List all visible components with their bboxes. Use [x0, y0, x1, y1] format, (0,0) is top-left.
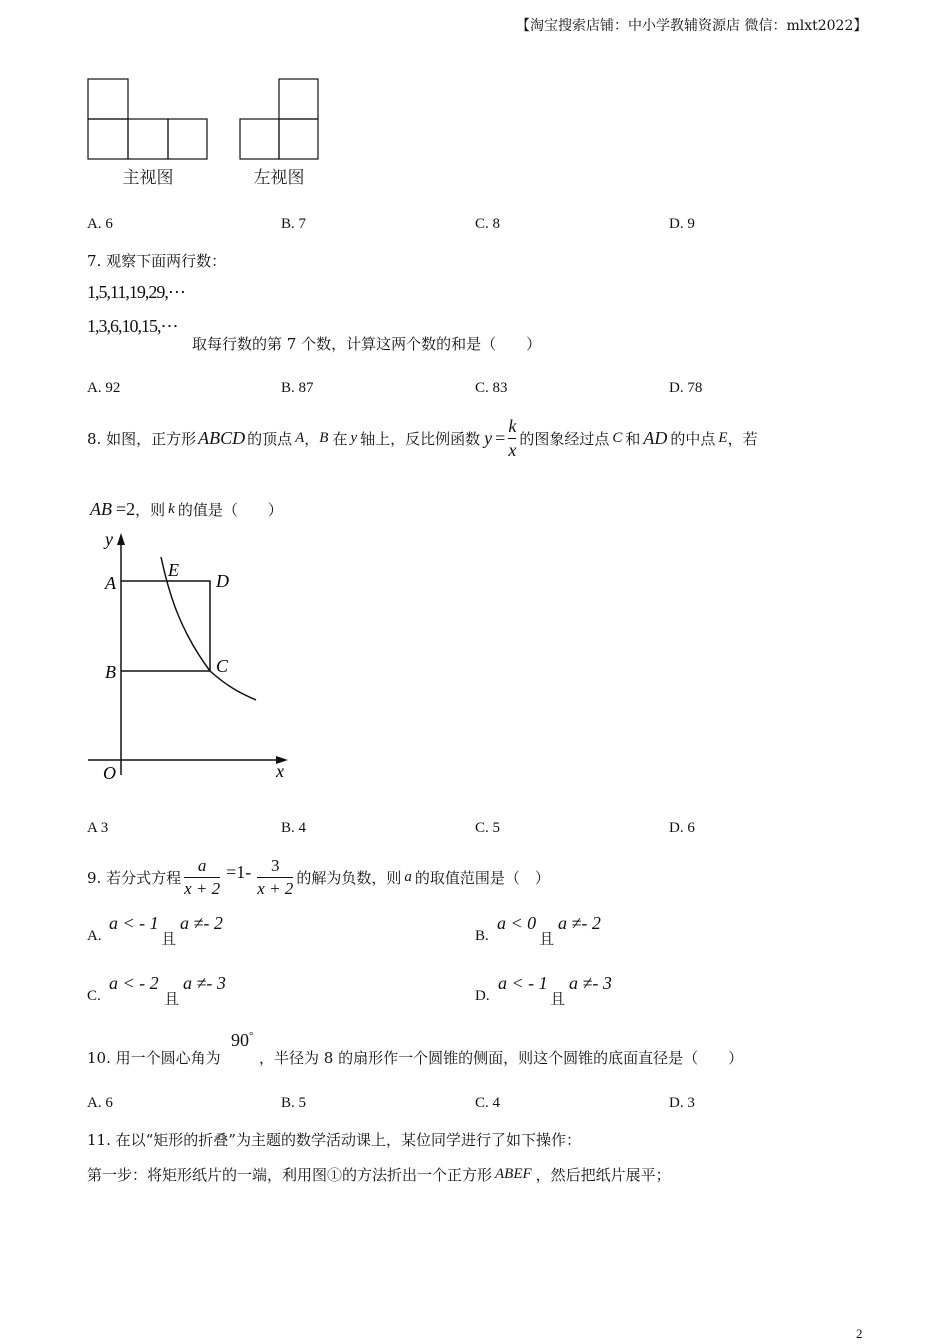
- q9-option-c-label: C.: [87, 988, 101, 1004]
- page-number: 2: [856, 1326, 863, 1341]
- label-d: D: [216, 571, 229, 591]
- label-o: O: [103, 763, 116, 783]
- q8-stem-line1: [87, 410, 758, 466]
- front-view-square-2: [128, 119, 168, 159]
- y-axis-arrow: [117, 533, 125, 545]
- q10-stem-text-1: 10. 用一个圆心角为: [87, 1049, 221, 1067]
- q11-line2-text-2: ，然后把纸片展平；: [535, 1166, 671, 1184]
- q7-option-d: D. 78: [669, 380, 703, 396]
- q8-text-1: 8. 如图，正方形: [87, 429, 197, 448]
- q8-line2-k: k: [168, 501, 175, 517]
- q10-option-a: A. 6: [87, 1095, 113, 1111]
- q9-fraction-1: [184, 856, 220, 899]
- q9-fraction-2: [257, 856, 293, 899]
- label-b: B: [105, 662, 116, 682]
- label-x: x: [276, 761, 284, 781]
- q11-line1: 11. 在以“矩形的折叠”为主题的数学活动课上，某位同学进行了如下操作：: [87, 1131, 581, 1149]
- q8-fn-y: y: [484, 427, 493, 448]
- left-view-square-1: [240, 119, 279, 159]
- q9-option-a-label: A.: [87, 928, 102, 944]
- q8-fn-k: k: [508, 415, 517, 436]
- header-shop-text: 【淘宝搜索店铺：中小学教辅资源店 微信：mlxt2022】: [516, 18, 868, 34]
- q9-stem: [87, 851, 550, 903]
- q9-option-c-and: 且: [164, 990, 180, 1008]
- q6-option-d: D. 9: [669, 216, 695, 232]
- q8-text-7: 的中点: [670, 429, 716, 448]
- q9-text-1: 9. 若分式方程: [87, 868, 182, 887]
- front-view-square-1: [88, 119, 128, 159]
- q8-fn-eq: =: [495, 427, 506, 448]
- front-view-square-3: [168, 119, 207, 159]
- front-view-top-square: [88, 79, 128, 119]
- q8-square-abcd: ABCD: [198, 427, 246, 448]
- q8-fn-x: x: [508, 439, 517, 460]
- q8-text-4: 轴上，反比例函数: [360, 429, 481, 448]
- q9-option-d-label: D.: [475, 988, 490, 1004]
- q10-option-c: C. 4: [475, 1095, 501, 1111]
- q9-var-a: a: [404, 868, 412, 885]
- three-view-figure: [80, 70, 340, 195]
- q8-figure: [80, 525, 300, 790]
- square-abcd: [121, 581, 210, 671]
- label-e: E: [168, 560, 179, 580]
- q10-option-d: D. 3: [669, 1095, 695, 1111]
- q9-option-b: [475, 910, 835, 950]
- q9-option-d: [475, 970, 835, 1010]
- q8-option-b: B. 4: [281, 820, 307, 836]
- left-view-caption: 左视图: [253, 168, 305, 187]
- q8-option-a: A 3: [87, 820, 109, 836]
- q8-segment-ad: AD: [643, 427, 668, 448]
- q7-option-b: B. 87: [281, 380, 314, 396]
- left-view-squares: [240, 79, 318, 159]
- q8-function: [484, 416, 516, 461]
- q8-point-e: E: [718, 429, 728, 446]
- q8-axis-y: y: [350, 429, 358, 446]
- q10-angle: [231, 1030, 253, 1051]
- q9-option-a-cond2: a ≠- 2: [180, 913, 223, 933]
- q9-option-c-cond1: a < - 2: [109, 973, 159, 993]
- label-c: C: [216, 656, 229, 676]
- q8-option-c: C. 5: [475, 820, 501, 836]
- q9-option-d-cond1: a < - 1: [498, 973, 548, 993]
- q8-comma: ，: [304, 429, 320, 448]
- label-y: y: [105, 529, 113, 549]
- q9-option-a-cond1: a < - 1: [109, 913, 159, 933]
- front-view-caption: 主视图: [122, 168, 174, 187]
- q8-text-5: 的图象经过点: [519, 429, 610, 448]
- q8-line2-text-2: 的值是（ ）: [177, 501, 283, 519]
- q10-angle-value: 90: [231, 1030, 249, 1050]
- q9-option-a: [87, 910, 447, 950]
- q9-option-b-and: 且: [539, 930, 555, 948]
- q11-abef: ABEF: [495, 1166, 532, 1182]
- q8-text-6: 和: [625, 429, 641, 448]
- q7-option-c: C. 83: [475, 380, 508, 396]
- q8-point-b: B: [319, 429, 329, 446]
- q9-option-a-and: 且: [161, 930, 177, 948]
- front-view-squares: [88, 79, 207, 159]
- q10-option-b: B. 5: [281, 1095, 307, 1111]
- label-a: A: [105, 573, 116, 593]
- q6-option-c: C. 8: [475, 216, 501, 232]
- q7-stem: 7. 观察下面两行数：: [87, 252, 227, 270]
- q8-stem-line2: [90, 499, 283, 520]
- q9-f2-den: x + 2: [257, 878, 294, 898]
- q8-ab-value: =2: [116, 499, 136, 519]
- q9-option-c-cond2: a ≠- 3: [183, 973, 226, 993]
- q7-option-a: A. 92: [87, 380, 121, 396]
- q9-option-c: [87, 970, 447, 1010]
- q9-text-3: 的取值范围是（ ）: [414, 868, 550, 887]
- q10-degree-symbol: °: [249, 1030, 254, 1042]
- left-view-top-square: [279, 79, 318, 119]
- q8-text-3: 在: [332, 429, 348, 448]
- q9-option-d-and: 且: [550, 990, 566, 1008]
- q11-line2: [87, 1164, 671, 1185]
- q9-f2-num: 3: [271, 855, 280, 875]
- q7-row2: 1,3,6,10,15,⋯: [87, 316, 178, 336]
- q9-option-b-cond2: a ≠- 2: [558, 913, 601, 933]
- q8-point-c: C: [612, 429, 623, 446]
- q8-line2-text-1: ，则: [135, 501, 166, 519]
- q8-text-8: ，若: [727, 429, 758, 448]
- q9-f1-den: x + 2: [184, 878, 221, 898]
- q8-ab: AB: [90, 499, 112, 519]
- q7-question: 取每行数的第 7 个数，计算这两个数的和是（ ）: [192, 335, 542, 353]
- q9-text-2: 的解为负数，则: [296, 868, 402, 887]
- q9-option-d-cond2: a ≠- 3: [569, 973, 612, 993]
- q6-option-b: B. 7: [281, 216, 307, 232]
- q6-option-a: A. 6: [87, 216, 113, 232]
- q7-row1: 1,5,11,19,29,⋯: [87, 282, 185, 302]
- q8-option-d: D. 6: [669, 820, 695, 836]
- q8-text-2: 的顶点: [247, 429, 293, 448]
- q10-stem-text-2: ，半径为 8 的扇形作一个圆锥的侧面，则这个圆锥的底面直径是（ ）: [259, 1049, 744, 1067]
- q8-fn-fraction: [508, 416, 516, 461]
- q9-option-b-label: B.: [475, 928, 489, 944]
- q9-equals: =1-: [226, 861, 252, 882]
- q9-f1-num: a: [197, 855, 207, 875]
- left-view-square-2: [279, 119, 318, 159]
- q8-point-a: A: [295, 429, 305, 446]
- q9-option-b-cond1: a < 0: [497, 913, 537, 933]
- q11-line2-text-1: 第一步：将矩形纸片的一端，利用图①的方法折出一个正方形: [87, 1166, 493, 1184]
